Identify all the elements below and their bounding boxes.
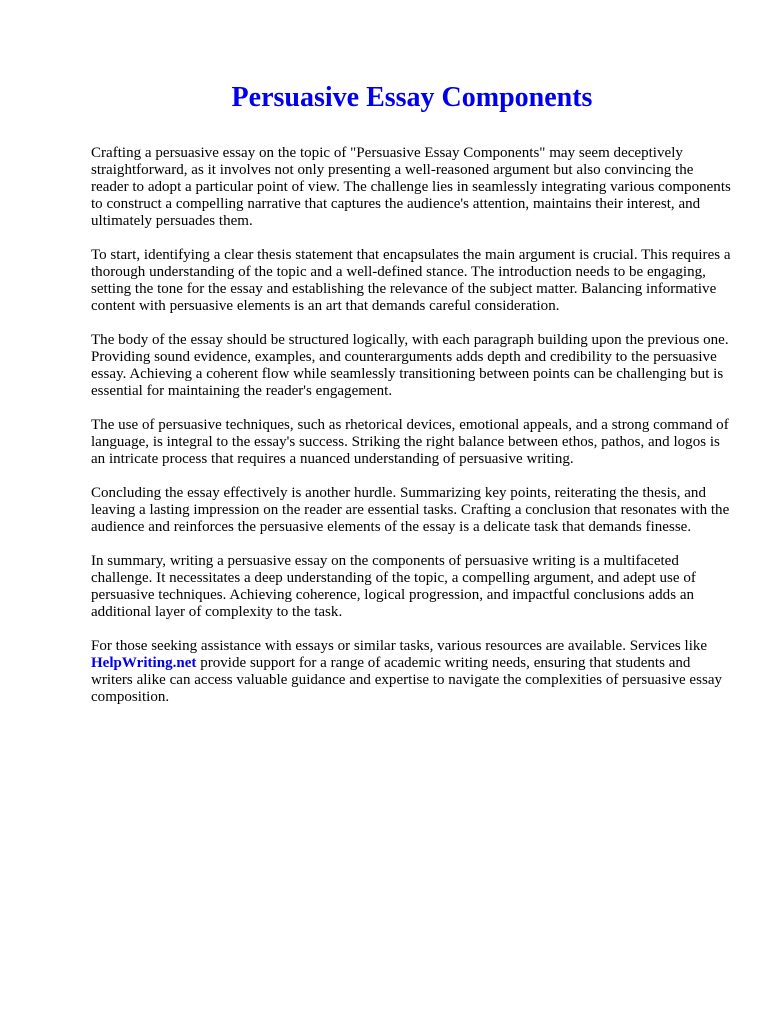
document-title: Persuasive Essay Components [231, 82, 593, 113]
paragraph-body-structure: The body of the essay should be structured logically, with each paragraph building upon the previous one. Providing sound evidence, examples, and counterarguments adds depth and credibility to the persuasive essay. Achieving a coherent flow while seamlessly transitioning between points can be challenging but is essential for maintaining the reader's engagement. [91, 332, 729, 399]
paragraph-conclusion: Concluding the essay effectively is another hurdle. Summarizing key points, reiterating the thesis, and leaving a lasting impression on the reader are essential tasks. Crafting a conclusion that resonates with the audience and reinforces the persuasive elements of the essay is a delicate task that demands finesse. [91, 485, 730, 535]
resources-text-before-link: For those seeking assistance with essays or similar tasks, various resources are available. Services like [91, 638, 708, 654]
paragraph-summary: In summary, writing a persuasive essay on the components of persuasive writing is a multifaceted challenge. It necessitates a deep understanding of the topic, a compelling argument, and adept use of persuasive techniques. Achieving coherence, logical progression, and impactful conclusions adds an additional layer of complexity to the task. [91, 553, 696, 620]
paragraph-thesis: To start, identifying a clear thesis statement that encapsulates the main argument is crucial. This requires a thorough understanding of the topic and a well-defined stance. The introduction needs to be engaging, setting the tone for the essay and establishing the relevance of the subject matter. Balancing informative content with persuasive elements is an art that demands careful consideration. [91, 247, 731, 314]
document-page [91, 78, 731, 723]
paragraph-techniques: The use of persuasive techniques, such as rhetorical devices, emotional appeals, and a strong command of language, is integral to the essay's success. Striking the right balance between ethos, pathos, and logos is an intricate process that requires a nuanced understanding of persuasive writing. [91, 417, 729, 467]
document-body [91, 145, 731, 706]
helpwriting-link[interactable]: HelpWriting.net [91, 655, 197, 671]
paragraph-intro: Crafting a persuasive essay on the topic of "Persuasive Essay Components" may seem deceptively straightforward, as it involves not only presenting a well-reasoned argument but also convincing the reader to adopt a particular point of view. The challenge lies in seamlessly integrating various components to construct a compelling narrative that captures the audience's attention, maintains their interest, and ultimately persuades them. [91, 145, 731, 229]
paragraph-resources [91, 638, 731, 706]
resources-text-after-link: provide support for a range of academic writing needs, ensuring that students and writers alike can access valuable guidance and expertise to navigate the complexities of persuasive essay composition. [91, 655, 723, 705]
